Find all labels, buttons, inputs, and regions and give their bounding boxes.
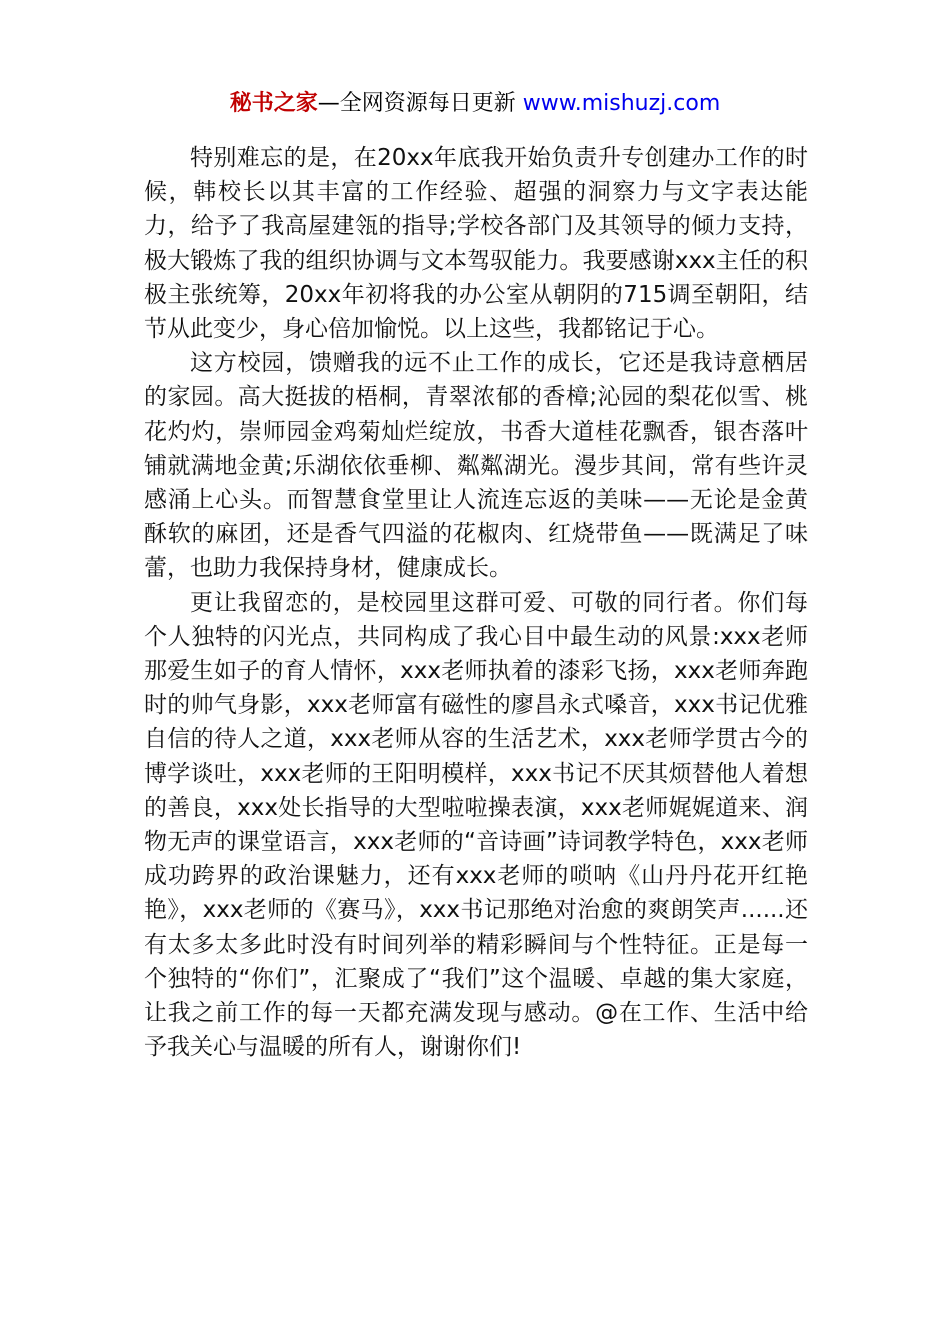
site-url-link[interactable]: www.mishuzj.com <box>522 91 721 116</box>
paragraph-1: 特别难忘的是，在20xx年底我开始负责升专创建办工作的时候，韩校长以其丰富的工作经验、超强的洞察力与文字表达能力，给予了我高屋建瓴的指导;学校各部门及其领导的倾力支持，极大锻炼了我的组织协调与文本驾驭能力。我要感谢xxx主任的积极主张统筹，20xx年初将我的办公室从朝阴的715调至朝阳，结节从此变少，身心倍加愉悦。以上这些，我都铭记于心。 <box>144 145 808 343</box>
site-header <box>0 86 950 122</box>
paragraph-2: 这方校园，馈赠我的远不止工作的成长，它还是我诗意栖居的家园。高大挺拔的梧桐，青翠浓郁的香樟;沁园的梨花似雪、桃花灼灼，崇师园金鸡菊灿烂绽放，书香大道桂花飘香，银杏落叶铺就满地金黄;乐湖依依垂柳、粼粼湖光。漫步其间，常有些许灵感涌上心头。而智慧食堂里让人流连忘返的美味——无论是金黄酥软的麻团，还是香气四溢的花椒肉、红烧带鱼——既满足了味蕾，也助力我保持身材，健康成长。 <box>144 350 808 582</box>
document-body <box>144 141 808 1064</box>
paragraph-3: 更让我留恋的，是校园里这群可爱、可敬的同行者。你们每个人独特的闪光点，共同构成了我心目中最生动的风景:xxx老师那爱生如子的育人情怀，xxx老师执着的漆彩飞扬，xxx老师奔跑时的帅气身影，xxx老师富有磁性的廖昌永式嗓音，xxx书记优雅自信的待人之道，xxx老师从容的生活艺术，xxx老师学贯古今的博学谈吐，xxx老师的王阳明模样，xxx书记不厌其烦替他人着想的善良，xxx处长指导的大型啦啦操表演，xxx老师娓娓道来、润物无声的课堂语言，xxx老师的“音诗画”诗词教学特色，xxx老师成功跨界的政治课魅力，还有xxx老师的唢呐《山丹丹花开红艳艳》，xxx老师的《赛马》，xxx书记那绝对治愈的爽朗笑声......还有太多太多此时没有时间列举的精彩瞬间与个性特征。正是每一个独特的“你们”，汇聚成了“我们”这个温暖、卓越的集大家庭，让我之前工作的每一天都充满发现与感动。@在工作、生活中给予我关心与温暖的所有人，谢谢你们! <box>144 589 808 1061</box>
header-tagline: —全网资源每日更新 <box>317 91 523 116</box>
brand-name: 秘书之家 <box>229 91 318 116</box>
